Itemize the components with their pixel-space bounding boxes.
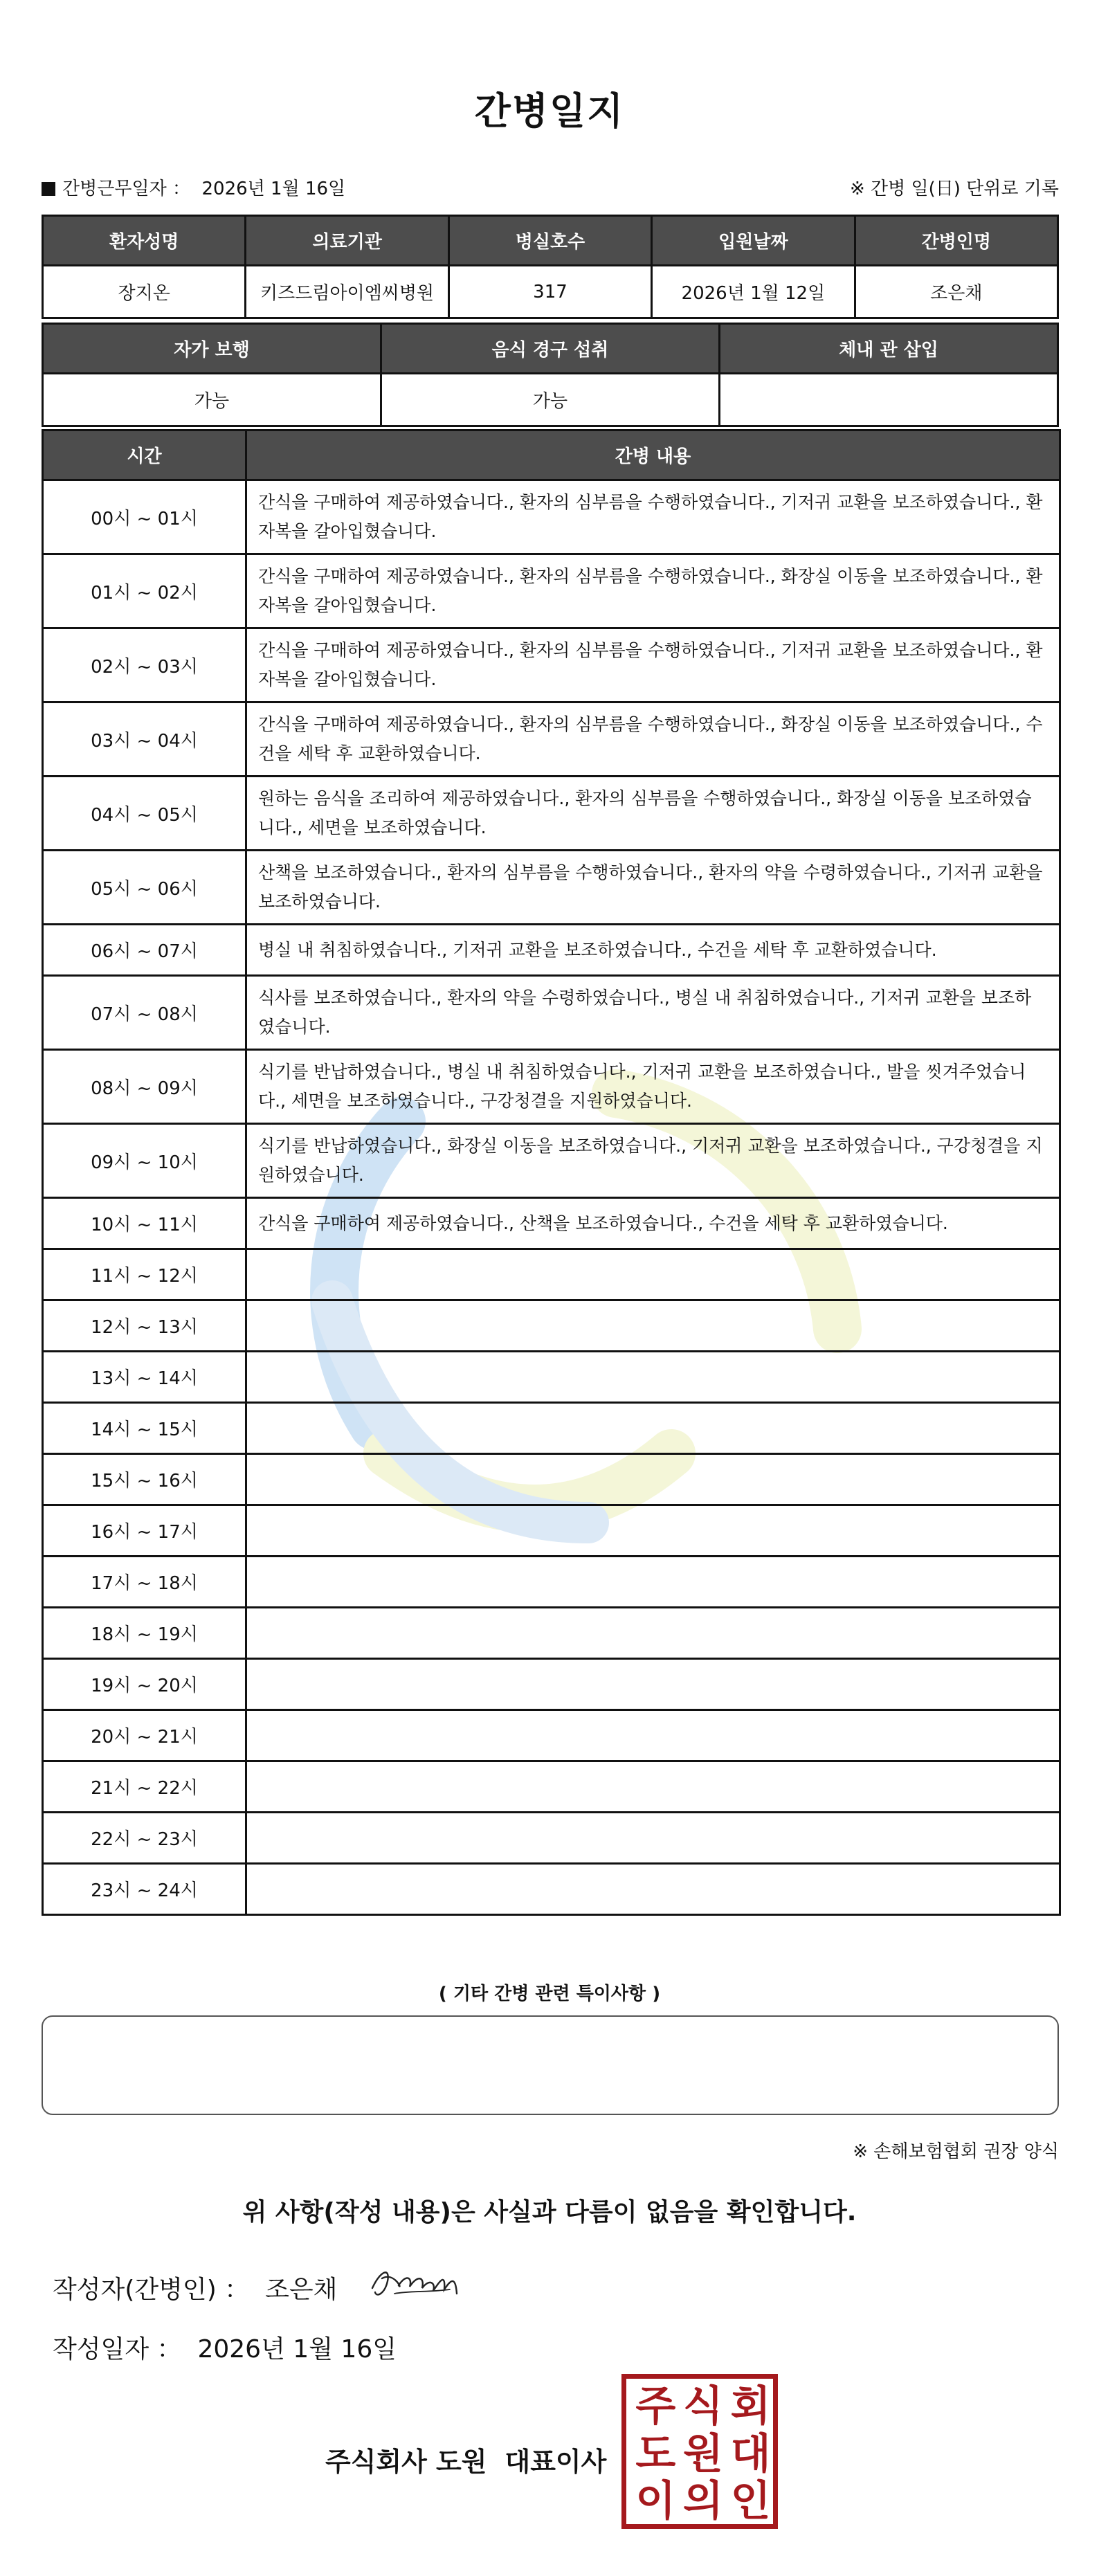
- walking-value: 가능: [43, 374, 381, 426]
- company-seal-stamp: [621, 2374, 778, 2529]
- time-slot: 12시 ~ 13시: [43, 1300, 246, 1352]
- care-content: [246, 1761, 1060, 1813]
- care-content: 간식을 구매하여 제공하였습니다., 환자의 심부름을 수행하였습니다., 기저귀 교환을 보조하였습니다., 환자복을 갈아입혔습니다.: [246, 628, 1060, 702]
- care-content: 원하는 음식을 조리하여 제공하였습니다., 환자의 심부름을 수행하였습니다., 화장실 이동을 보조하였습니다., 세면을 보조하였습니다.: [246, 777, 1060, 851]
- table-row: [43, 1557, 1060, 1608]
- special-notes-box: [42, 2015, 1059, 2115]
- tube-value: [720, 374, 1058, 426]
- table-row: [43, 1813, 1060, 1864]
- write-date-value: 2026년 1월 16일: [197, 2335, 397, 2364]
- work-date-label: 간병근무일자 ：: [62, 179, 190, 199]
- write-date-label: 작성일자 ：: [53, 2335, 182, 2364]
- page-title: 간병일지: [474, 89, 625, 133]
- writer-line: [53, 2270, 337, 2305]
- header-patient-name: 환자성명: [43, 216, 246, 266]
- table-row: [43, 1505, 1060, 1557]
- header-oral-intake: 음식 경구 섭취: [381, 324, 720, 374]
- table-row: [43, 1864, 1060, 1915]
- care-content: 간식을 구매하여 제공하였습니다., 환자의 심부름을 수행하였습니다., 화장실 이동을 보조하였습니다., 환자복을 갈아입혔습니다.: [246, 554, 1060, 628]
- room-number: 317: [448, 266, 651, 318]
- time-slot: 07시 ~ 08시: [43, 976, 246, 1050]
- oral-intake-value: 가능: [381, 374, 720, 426]
- write-date-line: [53, 2330, 397, 2365]
- time-slot: 03시 ~ 04시: [43, 702, 246, 777]
- hospital-name: 키즈드림아이엠씨병원: [246, 266, 448, 318]
- care-content: 식사를 보조하였습니다., 환자의 약을 수령하였습니다., 병실 내 취침하였습니다., 기저귀 교환을 보조하였습니다.: [246, 976, 1060, 1050]
- header-room: 병실호수: [448, 216, 651, 266]
- care-content: [246, 1505, 1060, 1557]
- care-content: 병실 내 취침하였습니다., 기저귀 교환을 보조하였습니다., 수건을 세탁 후 교환하였습니다.: [246, 925, 1060, 976]
- header-admission-date: 입원날짜: [652, 216, 855, 266]
- meta-row: [42, 174, 1059, 202]
- header-care-content: 간병 내용: [246, 430, 1060, 480]
- table-row: [43, 1050, 1060, 1124]
- table-row: [43, 1403, 1060, 1454]
- care-content: [246, 1352, 1060, 1403]
- admission-date: 2026년 1월 12일: [652, 266, 855, 318]
- time-slot: 19시 ~ 20시: [43, 1659, 246, 1710]
- signature-image: [367, 2258, 464, 2306]
- time-slot: 06시 ~ 07시: [43, 925, 246, 976]
- header-walking: 자가 보행: [43, 324, 381, 374]
- care-content: 간식을 구매하여 제공하였습니다., 산책을 보조하였습니다., 수건을 세탁 후 교환하였습니다.: [246, 1198, 1060, 1249]
- care-content: 식기를 반납하였습니다., 화장실 이동을 보조하였습니다., 기저귀 교환을 보조하였습니다., 구강청결을 지원하였습니다.: [246, 1124, 1060, 1198]
- header-time: 시간: [43, 430, 246, 480]
- table-row: [43, 777, 1060, 851]
- form-source-note: ※ 손해보험협회 권장 양식: [853, 2141, 1059, 2162]
- table-row: [43, 1124, 1060, 1198]
- table-row: [43, 628, 1060, 702]
- work-date: [42, 174, 345, 200]
- care-log-table: [42, 429, 1061, 1916]
- notes-label: ( 기타 간병 관련 특이사항 ): [438, 1984, 661, 2004]
- table-row: [43, 554, 1060, 628]
- time-slot: 16시 ~ 17시: [43, 1505, 246, 1557]
- table-row: [43, 851, 1060, 925]
- time-slot: 17시 ~ 18시: [43, 1557, 246, 1608]
- table-row: [43, 925, 1060, 976]
- seal-char: 도: [635, 2429, 676, 2478]
- patient-ability-table: [42, 323, 1059, 427]
- table-row: [43, 1454, 1060, 1505]
- time-slot: 09시 ~ 10시: [43, 1124, 246, 1198]
- table-row: [43, 1249, 1060, 1300]
- work-date-value: 2026년 1월 16일: [201, 179, 346, 199]
- company-line: [325, 2440, 606, 2478]
- caregiver-name: 조은채: [855, 266, 1057, 318]
- writer-name: 조은채: [265, 2276, 338, 2304]
- time-slot: 08시 ~ 09시: [43, 1050, 246, 1124]
- care-content: [246, 1864, 1060, 1915]
- seal-char: 회: [730, 2382, 771, 2431]
- confirmation-statement: 위 사항(작성 내용)은 사실과 다름이 없음을 확인합니다.: [242, 2198, 857, 2226]
- table-row: [43, 1761, 1060, 1813]
- seal-char: 식: [683, 2382, 723, 2431]
- care-content: [246, 1710, 1060, 1761]
- writer-label: 작성자(간병인) ：: [53, 2276, 250, 2304]
- care-content: [246, 1813, 1060, 1864]
- care-content: [246, 1249, 1060, 1300]
- care-content: [246, 1608, 1060, 1659]
- header-hospital: 의료기관: [246, 216, 448, 266]
- header-caregiver: 간병인명: [855, 216, 1057, 266]
- seal-char: 인: [730, 2477, 771, 2526]
- patient-info-table: [42, 215, 1059, 319]
- company-name: 주식회사 도원: [325, 2447, 487, 2477]
- time-slot: 20시 ~ 21시: [43, 1710, 246, 1761]
- time-slot: 13시 ~ 14시: [43, 1352, 246, 1403]
- time-slot: 01시 ~ 02시: [43, 554, 246, 628]
- table-row: [43, 1659, 1060, 1710]
- time-slot: 02시 ~ 03시: [43, 628, 246, 702]
- seal-char: 원: [683, 2429, 723, 2478]
- care-content: 식기를 반납하였습니다., 병실 내 취침하였습니다., 기저귀 교환을 보조하였습니다., 발을 씻겨주었습니다., 세면을 보조하였습니다., 구강청결을 지원하였습니다.: [246, 1050, 1060, 1124]
- header-tube: 체내 관 삽입: [720, 324, 1058, 374]
- seal-char: 이: [635, 2477, 676, 2526]
- table-row: [43, 1300, 1060, 1352]
- patient-name: 장지온: [43, 266, 246, 318]
- care-content: 산책을 보조하였습니다., 환자의 심부름을 수행하였습니다., 환자의 약을 수령하였습니다., 기저귀 교환을 보조하였습니다.: [246, 851, 1060, 925]
- care-content: [246, 1403, 1060, 1454]
- seal-char: 주: [635, 2382, 676, 2431]
- time-slot: 04시 ~ 05시: [43, 777, 246, 851]
- table-row: [43, 1352, 1060, 1403]
- time-slot: 00시 ~ 01시: [43, 480, 246, 554]
- table-row: [43, 976, 1060, 1050]
- time-slot: 11시 ~ 12시: [43, 1249, 246, 1300]
- care-content: [246, 1300, 1060, 1352]
- time-slot: 05시 ~ 06시: [43, 851, 246, 925]
- record-note: ※ 간병 일(日) 단위로 기록: [849, 179, 1059, 199]
- table-row: [43, 480, 1060, 554]
- care-content: 간식을 구매하여 제공하였습니다., 환자의 심부름을 수행하였습니다., 화장실 이동을 보조하였습니다., 수건을 세탁 후 교환하였습니다.: [246, 702, 1060, 777]
- time-slot: 15시 ~ 16시: [43, 1454, 246, 1505]
- time-slot: 22시 ~ 23시: [43, 1813, 246, 1864]
- seal-char: 대: [730, 2429, 771, 2478]
- table-row: [43, 1608, 1060, 1659]
- care-content: 간식을 구매하여 제공하였습니다., 환자의 심부름을 수행하였습니다., 기저귀 교환을 보조하였습니다., 환자복을 갈아입혔습니다.: [246, 480, 1060, 554]
- care-content: [246, 1659, 1060, 1710]
- representative-title: 대표이사: [505, 2447, 607, 2477]
- seal-char: 의: [683, 2477, 723, 2526]
- care-content: [246, 1454, 1060, 1505]
- time-slot: 10시 ~ 11시: [43, 1198, 246, 1249]
- square-bullet-icon: [42, 182, 55, 196]
- time-slot: 14시 ~ 15시: [43, 1403, 246, 1454]
- time-slot: 21시 ~ 22시: [43, 1761, 246, 1813]
- care-content: [246, 1557, 1060, 1608]
- table-row: [43, 1198, 1060, 1249]
- table-row: [43, 1710, 1060, 1761]
- time-slot: 23시 ~ 24시: [43, 1864, 246, 1915]
- time-slot: 18시 ~ 19시: [43, 1608, 246, 1659]
- table-row: [43, 702, 1060, 777]
